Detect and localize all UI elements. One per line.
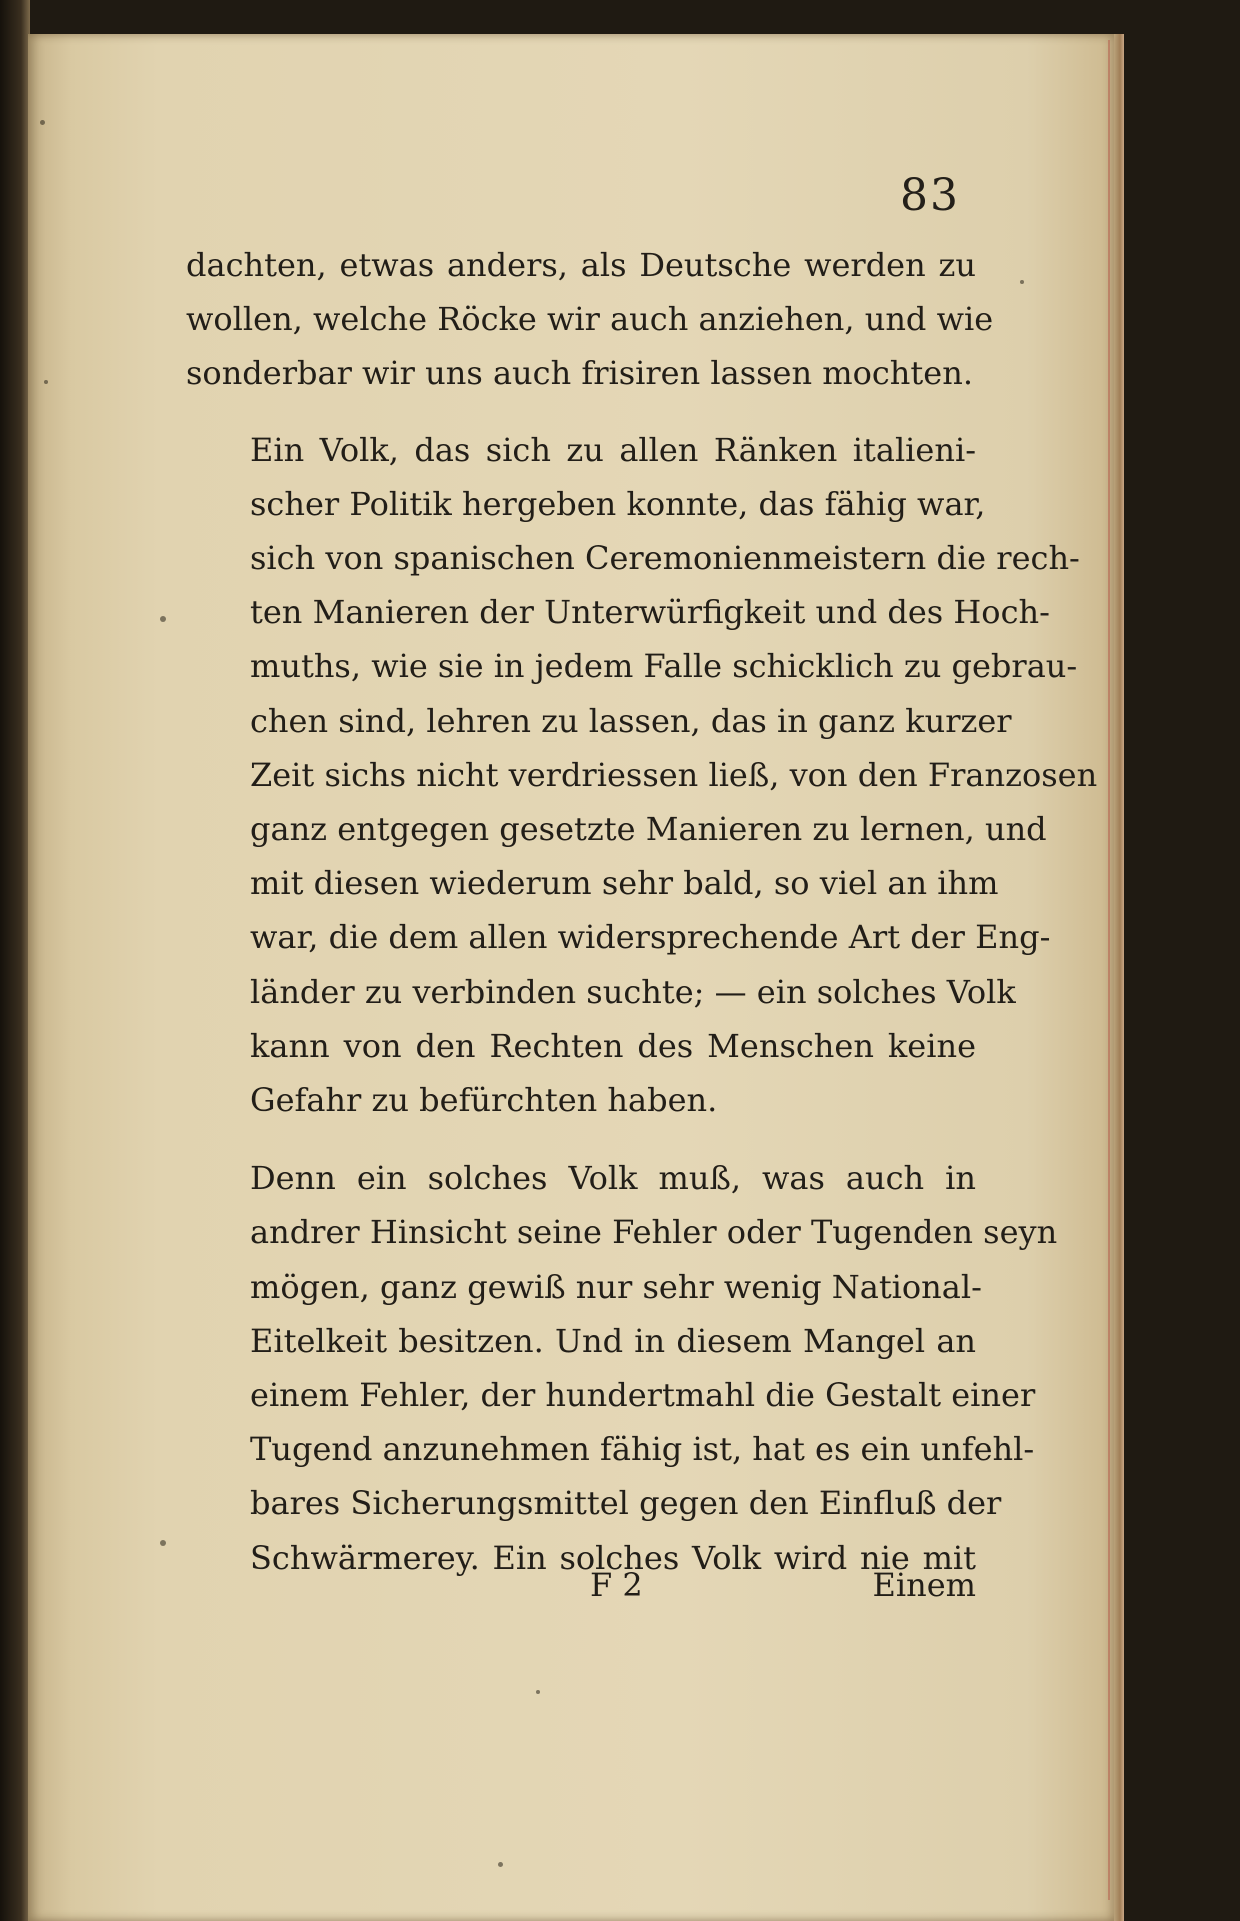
signature-mark: F 2: [590, 1566, 643, 1604]
text-line: kann von den Rechten des Menschen keine: [250, 1026, 976, 1065]
paper-speck: [1020, 280, 1024, 284]
text-line: ganz entgegen gesetzte Manieren zu lernen, und: [250, 810, 1047, 849]
paper-speck: [160, 1540, 166, 1546]
text-line: chen sind, lehren zu lassen, das in ganz kurzer: [250, 701, 1012, 740]
page-number: 83: [900, 170, 960, 221]
paragraph-1: [186, 238, 994, 401]
paragraph-2: [186, 423, 1098, 1128]
text-line: sonderbar wir uns auch frisiren lassen mochten.: [186, 354, 973, 393]
paper-speck: [498, 1862, 503, 1867]
text-line: sich von spanischen Ceremonienmeistern die rech-: [250, 539, 1080, 578]
text-line: länder zu verbinden suchte; — ein solches Volk: [250, 972, 1016, 1011]
text-line: Ein Volk, das sich zu allen Ränken italieni-: [250, 430, 976, 469]
text-line: Zeit sichs nicht verdriessen ließ, von den Franzosen: [250, 755, 1098, 794]
page-footer: [186, 1566, 976, 1626]
text-line: Schwärmerey. Ein solches Volk wird nie mit: [250, 1538, 976, 1577]
text-line: Denn ein solches Volk muß, was auch in: [250, 1159, 976, 1198]
text-line: mit diesen wiederum sehr bald, so viel an ihm: [250, 864, 999, 903]
paragraph-3: [186, 1151, 1058, 1585]
catchword: Einem: [872, 1566, 976, 1604]
text-line: war, die dem allen widersprechende Art der Eng-: [250, 918, 1051, 957]
text-line: bares Sicherungsmittel gegen den Einfluß der: [250, 1484, 1002, 1523]
body-text: [186, 238, 1098, 1585]
text-line: dachten, etwas anders, als Deutsche werden zu: [186, 246, 976, 284]
paper-speck: [44, 380, 48, 384]
text-line: muths, wie sie in jedem Falle schicklich zu gebrau-: [250, 647, 1078, 686]
text-line: wollen, welche Röcke wir auch anziehen, und wie: [186, 300, 994, 339]
text-line: scher Politik hergeben konnte, das fähig war,: [250, 484, 986, 523]
text-line: Tugend anzunehmen fähig ist, hat es ein unfehl-: [250, 1430, 1035, 1469]
text-line: andrer Hinsicht seine Fehler oder Tugenden seyn: [250, 1213, 1058, 1252]
book-gutter: [0, 0, 30, 1921]
text-line: mögen, ganz gewiß nur sehr wenig National-: [250, 1267, 982, 1306]
paper-speck: [160, 616, 166, 622]
paper-speck: [40, 120, 45, 125]
text-line: Eitelkeit besitzen. Und in diesem Mangel an: [250, 1321, 976, 1360]
text-line: Gefahr zu befürchten haben.: [250, 1081, 718, 1120]
paper-speck: [536, 1690, 540, 1694]
text-line: einem Fehler, der hundertmahl die Gestalt einer: [250, 1376, 1036, 1415]
page-edge-stain: [1108, 40, 1110, 1900]
page-edge: [1114, 34, 1124, 1921]
text-line: ten Manieren der Unterwürfigkeit und des Hoch-: [250, 593, 1050, 632]
